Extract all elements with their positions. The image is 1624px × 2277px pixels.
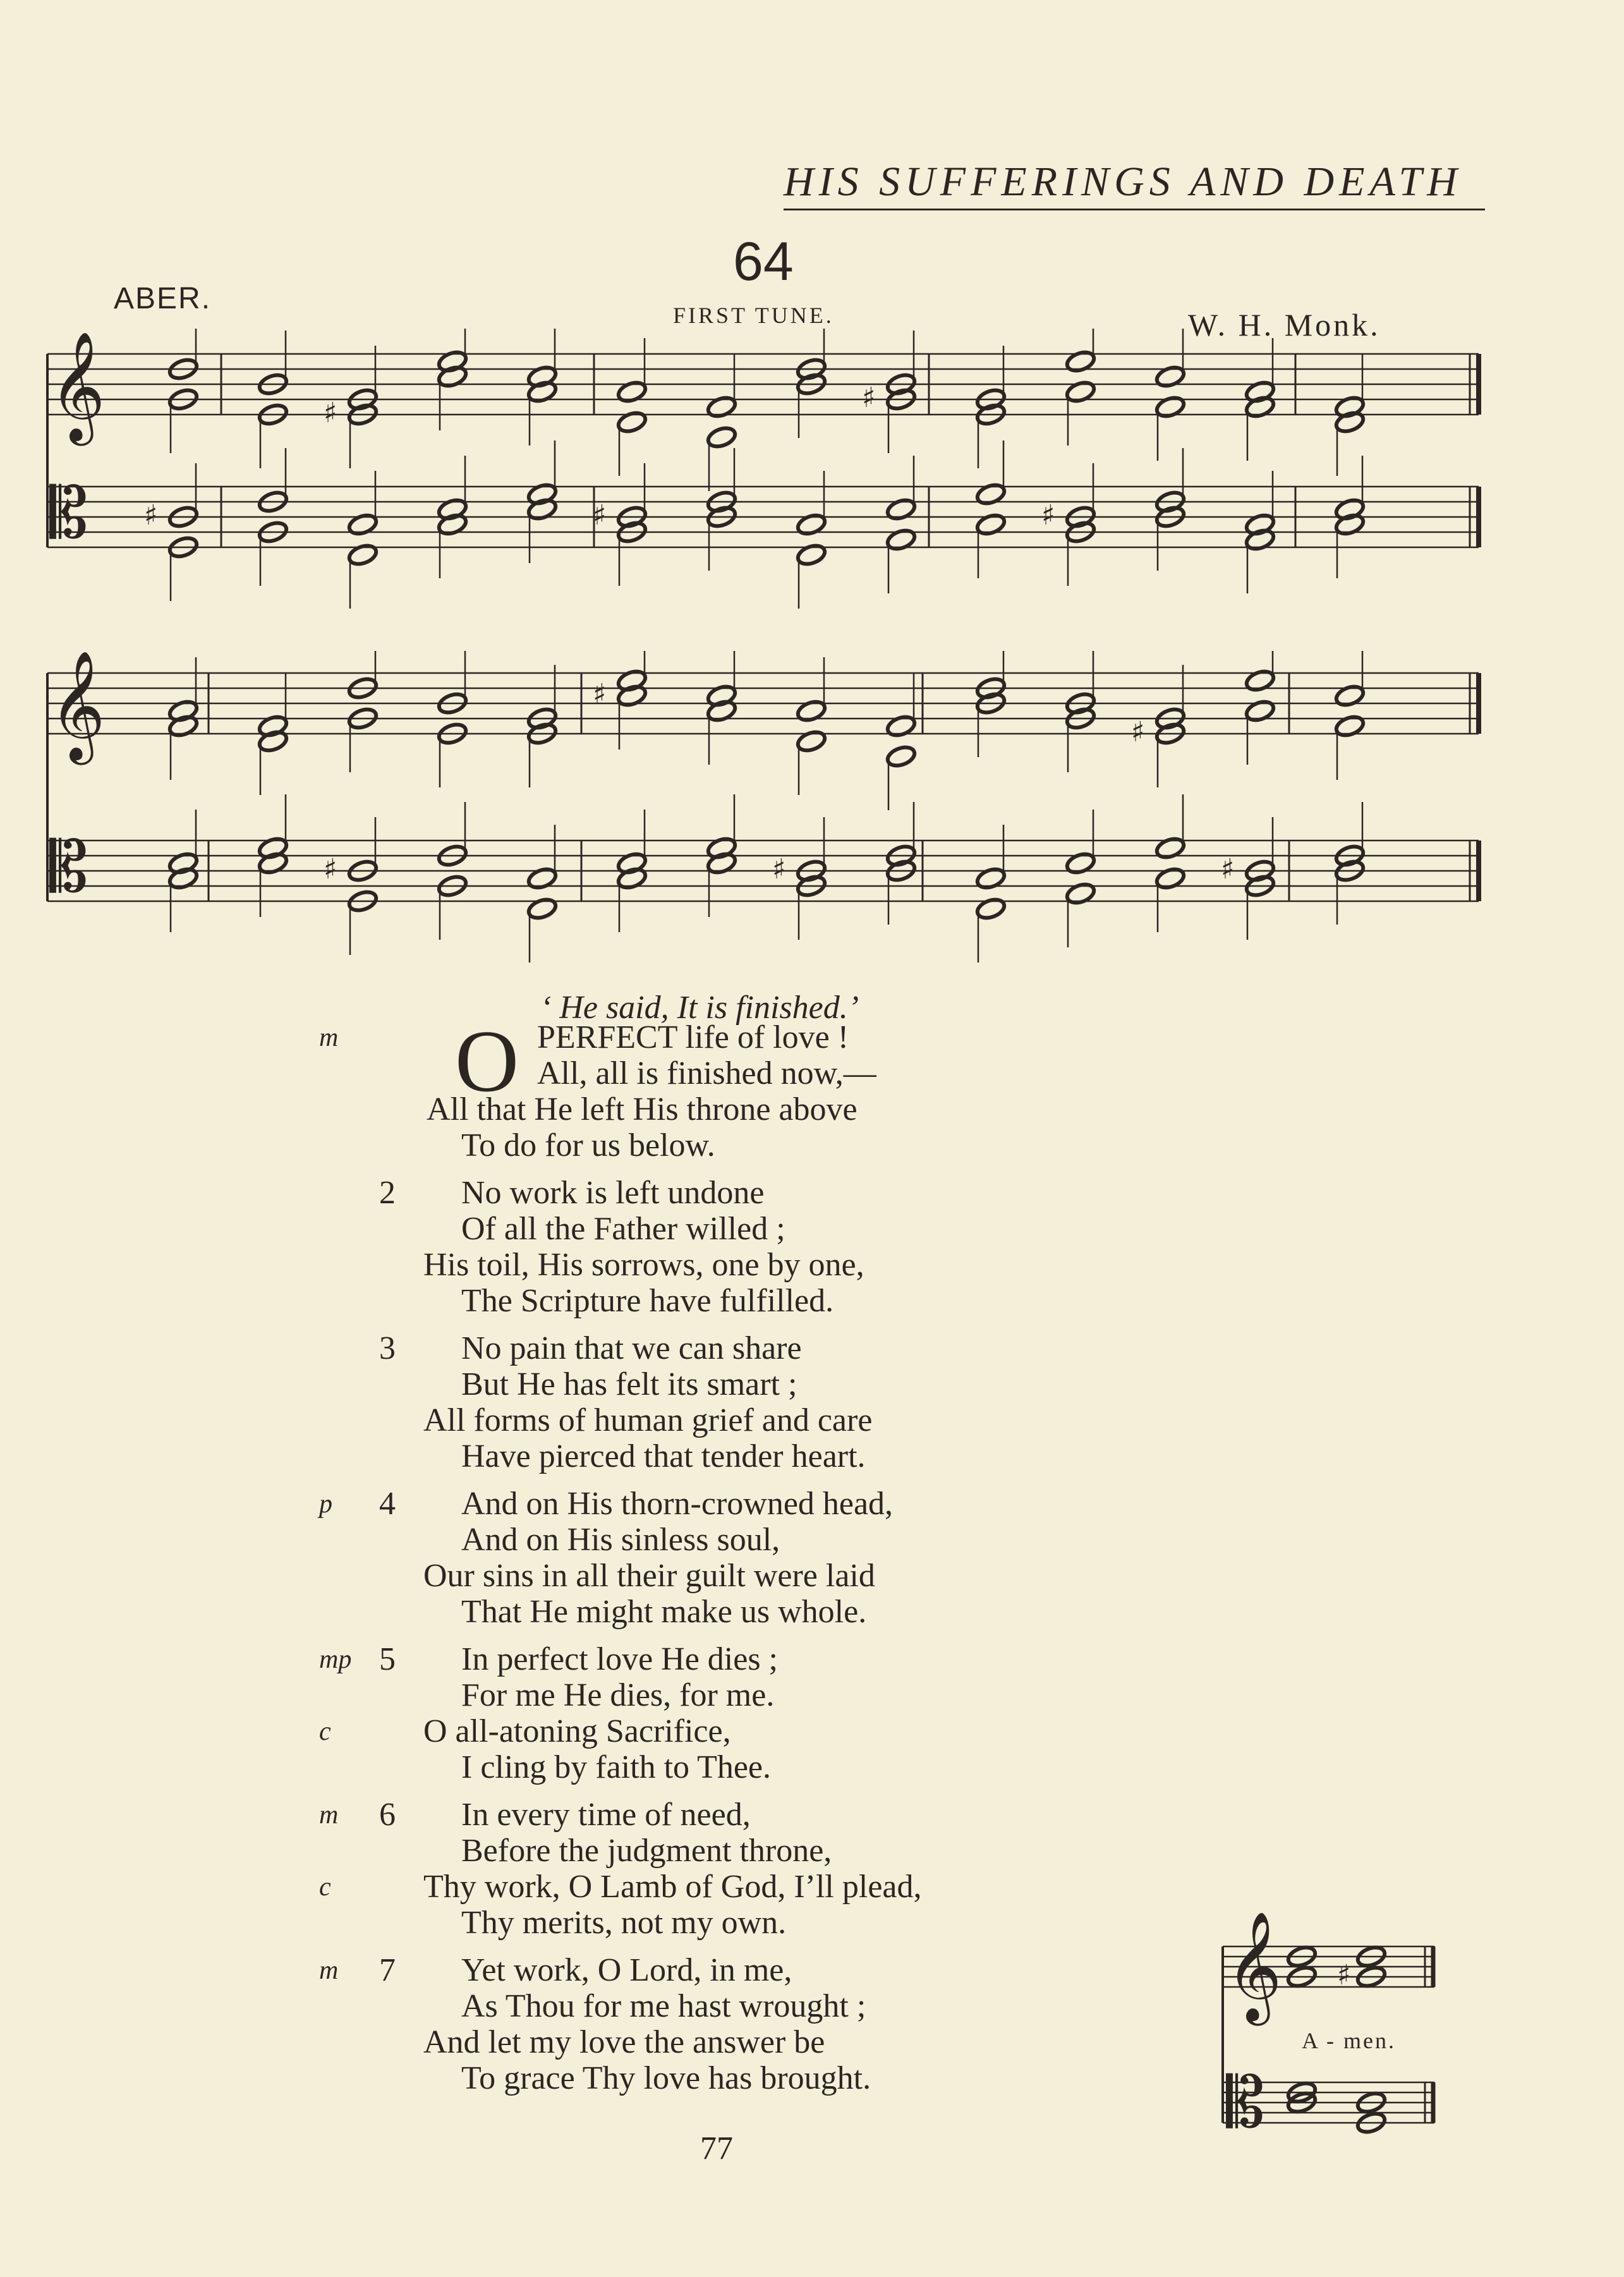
alto-clef: 𝄡	[49, 473, 88, 554]
music-system-2	[38, 651, 1491, 980]
treble-clef: 𝄞	[1226, 1911, 1282, 2021]
verse-number: 7	[379, 1952, 396, 1988]
dynamic-mark: c	[319, 1717, 331, 1746]
notehead	[1154, 364, 1186, 389]
alto-clef: 𝄡	[49, 827, 88, 908]
notehead	[706, 394, 737, 419]
verse-line: To do for us below.	[461, 1127, 715, 1163]
hymn-number: 64	[733, 231, 794, 292]
sharp-sign: ♯	[1041, 499, 1055, 531]
notehead	[796, 512, 827, 537]
verse-line: In perfect love He dies ;	[461, 1641, 779, 1677]
verse-line: His toil, His sorrows, one by one,	[423, 1247, 864, 1283]
verse-line: All forms of human grief and care	[423, 1402, 873, 1438]
treble-clef: 𝄞	[49, 331, 106, 441]
notehead	[1244, 698, 1276, 723]
notehead	[796, 729, 827, 753]
notehead	[796, 542, 827, 567]
dynamic-mark: m	[319, 1956, 339, 1985]
tune-label: FIRST TUNE.	[673, 303, 834, 328]
notehead	[1065, 349, 1096, 373]
epigraph: ‘ He said, It is finished.’	[540, 990, 859, 1026]
verse-line: To grace Thy love has brought.	[461, 2060, 871, 2096]
verse-line: PERFECT life of love !	[537, 1019, 849, 1055]
verse-line: As Thou for me hast wrought ;	[461, 1988, 866, 2024]
dynamic-mark: m	[319, 1800, 339, 1830]
drop-cap: O	[455, 1012, 519, 1110]
verse-number: 3	[379, 1330, 396, 1366]
verse-number: 2	[379, 1175, 396, 1211]
notehead	[885, 744, 917, 768]
verse-line: Yet work, O Lord, in me,	[461, 1952, 792, 1988]
tune-name: ABER.	[114, 282, 212, 315]
sharp-sign: ♯	[1337, 1959, 1351, 1991]
notehead	[1244, 668, 1276, 693]
verse-line: Before the judgment throne,	[461, 1833, 832, 1869]
verse-number: 4	[379, 1486, 396, 1522]
notehead	[975, 896, 1007, 921]
notehead	[616, 379, 648, 404]
dynamic-mark: p	[319, 1490, 332, 1519]
notehead	[526, 896, 558, 921]
notehead	[975, 866, 1007, 890]
verse-line: Of all the Father willed ;	[461, 1211, 785, 1247]
verse-line: And on His sinless soul,	[461, 1522, 780, 1558]
notehead	[526, 866, 558, 890]
notehead	[347, 512, 379, 537]
notehead	[706, 425, 737, 449]
notehead	[1154, 394, 1186, 419]
verse-line: Thy merits, not my own.	[461, 1905, 787, 1941]
sharp-sign: ♯	[324, 853, 337, 885]
verse-line: And let my love the answer be	[423, 2024, 825, 2060]
sharp-sign: ♯	[1131, 716, 1145, 748]
notehead	[975, 512, 1007, 537]
verse-line: All that He left His throne above	[427, 1091, 857, 1127]
notehead	[1154, 866, 1186, 890]
composer: W. H. Monk.	[1188, 307, 1381, 343]
verse-line: That He might make us whole.	[461, 1594, 867, 1630]
notehead	[1065, 379, 1096, 404]
notehead	[1065, 881, 1096, 906]
verse-line: All, all is finished now,—	[537, 1055, 876, 1091]
notehead	[975, 482, 1007, 506]
notehead	[1065, 851, 1096, 875]
verse-line: The Scripture have fulfilled.	[461, 1283, 834, 1319]
notehead	[885, 497, 917, 521]
notehead	[1334, 713, 1366, 738]
notehead	[796, 698, 827, 723]
notehead	[1334, 683, 1366, 708]
sharp-sign: ♯	[862, 382, 876, 414]
dynamic-mark: m	[319, 1023, 339, 1052]
verse-line: O all-atoning Sacrifice,	[423, 1713, 731, 1749]
sharp-sign: ♯	[593, 499, 607, 531]
verse-line: Thy work, O Lamb of God, I’ll plead,	[423, 1869, 922, 1905]
dynamic-mark: mp	[319, 1645, 352, 1674]
notehead	[347, 542, 379, 567]
verse-line: No pain that we can share	[461, 1330, 802, 1366]
page-number: 77	[700, 2130, 733, 2166]
sharp-sign: ♯	[324, 397, 337, 429]
verse-line: I cling by faith to Thee.	[461, 1749, 772, 1785]
verse-line: But He has felt its smart ;	[461, 1366, 797, 1402]
verse-line: Have pierced that tender heart.	[461, 1438, 866, 1474]
sharp-sign: ♯	[772, 853, 786, 885]
running-head: HIS SUFFERINGS AND DEATH	[784, 158, 1485, 210]
treble-clef: 𝄞	[49, 651, 106, 760]
sharp-sign: ♯	[593, 678, 607, 710]
notehead	[885, 527, 917, 552]
sharp-sign: ♯	[1221, 853, 1235, 885]
dynamic-mark: c	[319, 1873, 331, 1902]
alto-clef: 𝄡	[1226, 2062, 1265, 2142]
verse-line: For me He dies, for me.	[461, 1677, 775, 1713]
music-system-1	[38, 329, 1491, 645]
verse-line: In every time of need,	[461, 1797, 751, 1833]
verse-line: And on His thorn-crowned head,	[461, 1486, 894, 1522]
notehead	[885, 713, 917, 738]
amen-text: A - men.	[1302, 2028, 1396, 2053]
amen-staff	[1220, 1909, 1447, 2142]
verse-line: No work is left undone	[461, 1175, 765, 1211]
verse-line: Our sins in all their guilt were laid	[423, 1558, 875, 1594]
verse-number: 6	[379, 1797, 396, 1833]
sharp-sign: ♯	[144, 499, 158, 531]
notehead	[1154, 835, 1186, 860]
verse-number: 5	[379, 1641, 396, 1677]
notehead	[616, 410, 648, 434]
